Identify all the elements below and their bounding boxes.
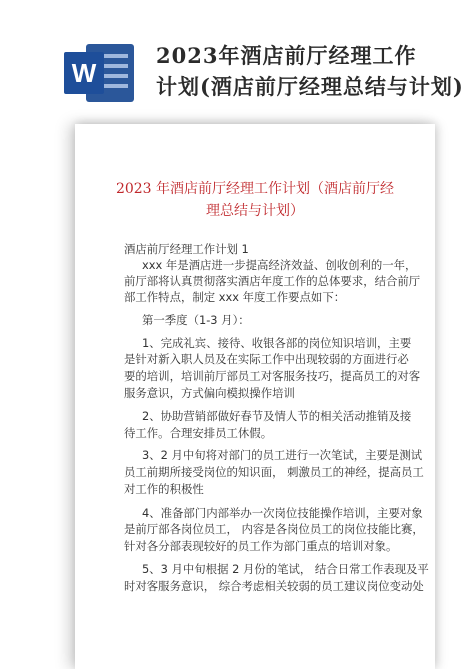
body-line: 要的培训，培训前厅部员工对客服务技巧，提高员工的对客 (124, 369, 421, 383)
word-document-icon (62, 40, 138, 106)
body-line: 对工作的积极性 (124, 482, 204, 496)
page-title-line-1: 2023年酒店前厅经理工作 (156, 43, 417, 68)
body-line: 时对客服务意识， 综合考虑相关较弱的员工建议岗位变动处 (124, 579, 424, 593)
body-line: 是前厅部各岗位员工， 内容是各岗位员工的岗位技能比赛， (124, 522, 424, 536)
body-line: 5、3 月中旬根据 2 月份的笔试， 结合日常工作表现及平 (142, 562, 429, 576)
body-line: 是针对新入职人员及在实际工作中出现较弱的方面进行必 (124, 352, 409, 366)
body-line: 针对各分部表现较好的员工作为部门重点的培训对象。 (124, 539, 398, 553)
page-title-line-2: 计划(酒店前厅经理总结与计划) (156, 74, 464, 99)
body-line: 部工作特点，制定 xxx 年度工作要点如下： (124, 290, 346, 304)
body-line: 员工前期所接受岗位的知识面， 刺激员工的神经，提高员工 (124, 465, 424, 479)
body-line: 2、协助营销部做好春节及情人节的相关活动推销及接 (142, 409, 412, 423)
body-line: 服务意识，方式偏向模拟操作培训 (124, 386, 295, 400)
body-line: 3、2 月中旬将对部门的员工进行一次笔试，主要是测试 (142, 448, 423, 462)
body-line: 待工作。合理安排员工休假。 (124, 426, 273, 440)
body-line: xxx 年是酒店进一步提高经济效益、创收创利的一年， (142, 258, 417, 272)
body-line: 第一季度（1-3 月）： (142, 313, 250, 327)
document-title-line-1: 2023 年酒店前厅经理工作计划（酒店前厅经 (115, 181, 395, 197)
body-line: 酒店前厅经理工作计划 1 (124, 242, 249, 256)
body-line: 1、完成礼宾、接待、收银各部的岗位知识培训，主要 (142, 336, 412, 350)
document-title-line-2: 理总结与计划） (206, 203, 304, 219)
body-line: 4、准备部门内部举办一次岗位技能操作培训，主要对象 (142, 506, 423, 520)
body-line: 前厅部将认真贯彻落实酒店年度工作的总体要求，结合前厅 (124, 274, 421, 288)
svg-text:W: W (71, 58, 97, 88)
header (0, 0, 474, 118)
